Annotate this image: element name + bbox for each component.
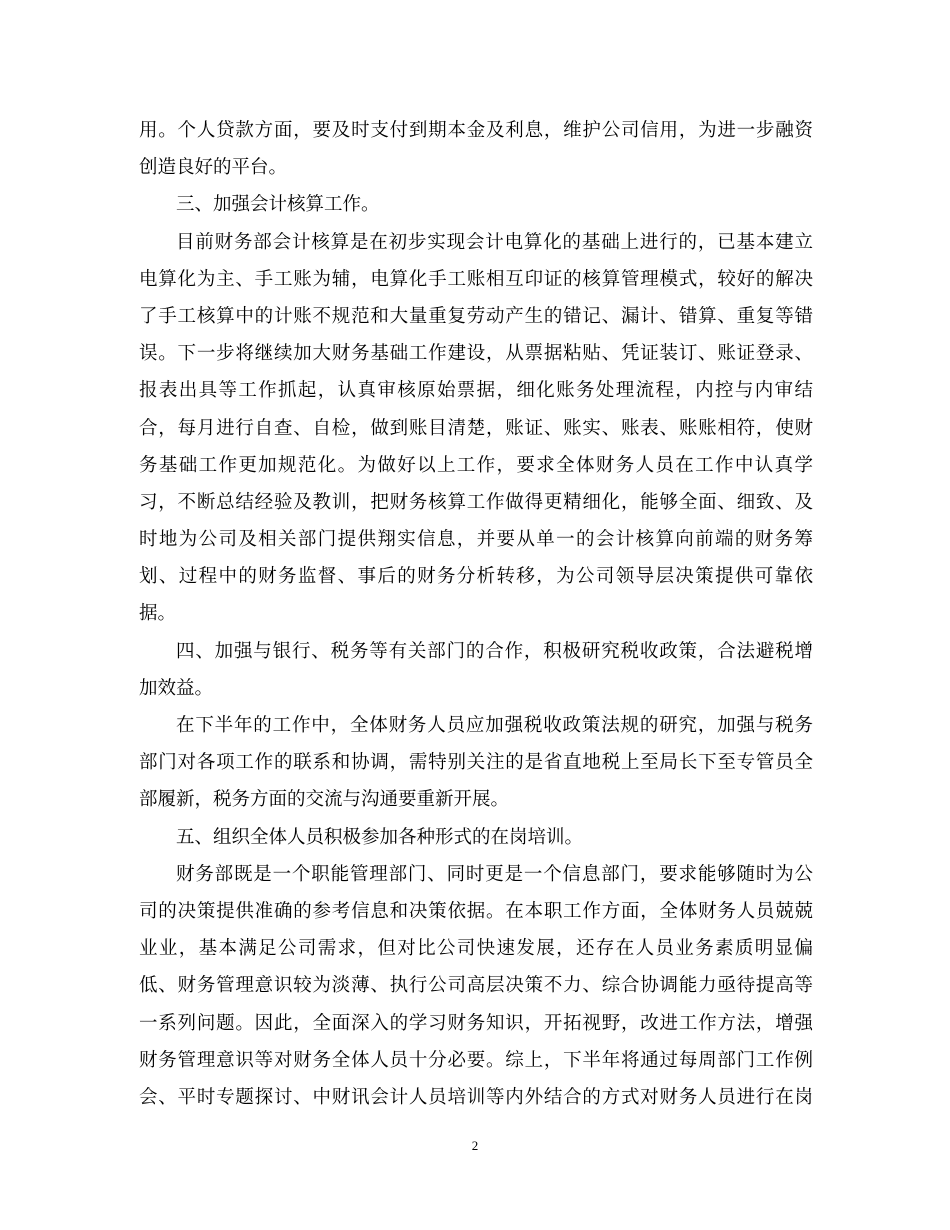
text-line: 业业，基本满足公司需求，但对比公司快速发展，还存在人员业务素质明显偏: [139, 938, 813, 960]
text-line: 务基础工作更加规范化。为做好以上工作，要求全体财务人员在工作中认真学: [139, 454, 813, 476]
section-heading: 四、加强与银行、税务等有关部门的合作，积极研究税收政策，合法避税增: [176, 640, 813, 662]
text-line: 财务部既是一个职能管理部门、同时更是一个信息部门，要求能够随时为公: [176, 863, 813, 885]
text-line: 部履新，税务方面的交流与沟通要重新开展。: [139, 789, 510, 811]
text-line: 误。下一步将继续加大财务基础工作建设，从票据粘贴、凭证装订、账证登录、: [139, 343, 813, 365]
text-line: 了手工核算中的计账不规范和大量重复劳动产生的错记、漏计、错算、重复等错: [139, 305, 813, 327]
text-line: 时地为公司及相关部门提供翔实信息，并要从单一的会计核算向前端的财务筹: [139, 529, 813, 551]
text-line: 电算化为主、手工账为辅，电算化手工账相互印证的核算管理模式，较好的解决: [139, 268, 813, 290]
text-line: 目前财务部会计核算是在初步实现会计电算化的基础上进行的，已基本建立: [176, 231, 813, 253]
text-line: 创造良好的平台。: [139, 157, 288, 179]
text-line: 司的决策提供准确的参考信息和决策依据。在本职工作方面，全体财务人员兢兢: [139, 900, 813, 922]
page-number: 2: [471, 1138, 479, 1153]
section-heading: 五、组织全体人员积极参加各种形式的在岗培训。: [176, 826, 584, 848]
text-line: 划、过程中的财务监督、事后的财务分析转移，为公司领导层决策提供可靠依: [139, 566, 813, 588]
text-line: 在下半年的工作中，全体财务人员应加强税收政策法规的研究，加强与税务: [176, 715, 813, 736]
text-line: 习，不断总结经验及教训，把财务核算工作做得更精细化，能够全面、细致、及: [139, 491, 813, 513]
section-heading: 三、加强会计核算工作。: [176, 194, 380, 216]
text-line: 用。个人贷款方面，要及时支付到期本金及利息，维护公司信用，为进一步融资: [139, 120, 813, 141]
section-heading-continued: 加效益。: [139, 677, 214, 699]
text-line: 低、财务管理意识较为淡薄、执行公司高层决策不力、综合协调能力亟待提高等: [139, 975, 813, 997]
text-line: 合，每月进行自查、自检，做到账目清楚，账证、账实、账表、账账相符，使财: [139, 417, 813, 439]
text-line: 部门对各项工作的联系和协调，需特别关注的是省直地税上至局长下至专管员全: [139, 752, 813, 774]
text-line: 报表出具等工作抓起，认真审核原始票据，细化账务处理流程，内控与内审结: [139, 380, 813, 402]
document-body: [139, 112, 813, 1116]
text-line: 财务管理意识等对财务全体人员十分必要。综上，下半年将通过每周部门工作例: [139, 1049, 813, 1071]
text-line: 会、平时专题探讨、中财讯会计人员培训等内外结合的方式对财务人员进行在岗: [139, 1086, 813, 1108]
text-line: 据。: [139, 603, 177, 625]
text-line: 一系列问题。因此，全面深入的学习财务知识，开拓视野，改进工作方法，增强: [139, 1012, 813, 1034]
